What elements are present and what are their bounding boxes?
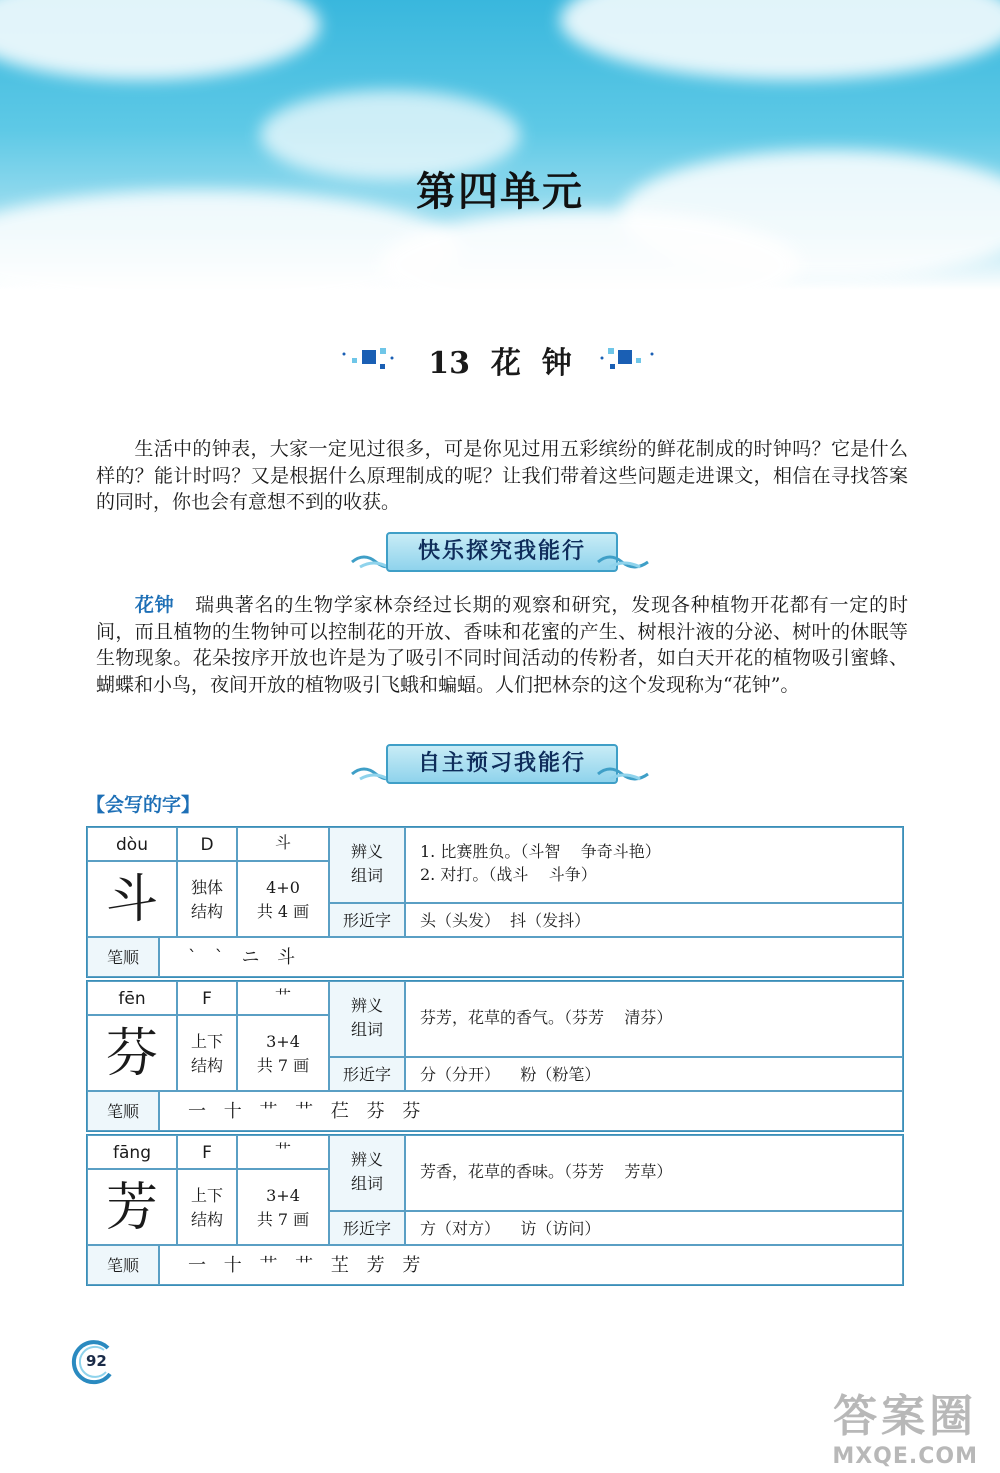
structure: 上下 结构 <box>177 1015 237 1091</box>
stroke-count: 3+4 共 7 画 <box>237 1169 329 1245</box>
radical: 斗 <box>237 827 329 861</box>
keyword: 花钟 <box>134 594 175 616</box>
stroke-order-label: 笔顺 <box>87 1091 159 1131</box>
character-card <box>86 980 904 1132</box>
similar-chars: 分（分开） 粉（粉笔） <box>405 1057 903 1091</box>
stroke-order: ` ` ニ 斗 <box>159 937 903 977</box>
meaning-label: 辨义 组词 <box>329 827 405 903</box>
section-title: 自主预习我能行 <box>386 744 618 784</box>
lesson-heading <box>340 338 660 381</box>
initial-letter: D <box>177 827 237 861</box>
structure: 上下 结构 <box>177 1169 237 1245</box>
stroke-count: 3+4 共 7 画 <box>237 1015 329 1091</box>
character: 斗 <box>87 861 177 937</box>
watermark: 答案圈 MXQE.COM <box>832 1391 978 1469</box>
structure: 独体 结构 <box>177 861 237 937</box>
character-card <box>86 1134 904 1286</box>
square-decoration-icon <box>598 344 658 374</box>
meanings: 1. 比赛胜负。（斗智 争奇斗艳） 2. 对打。（战斗 斗争） <box>405 827 903 903</box>
section-banner-explore <box>350 528 650 578</box>
pinyin: fāng <box>87 1135 177 1169</box>
character: 芳 <box>87 1169 177 1245</box>
initial-letter: F <box>177 1135 237 1169</box>
stroke-order: 一 十 艹 艹 芏 芳 芳 <box>159 1245 903 1285</box>
unit-title: 第四单元 <box>416 168 584 215</box>
similar-label: 形近字 <box>329 903 405 937</box>
meanings: 芳香，花草的香味。（芬芳 芳草） <box>405 1135 903 1211</box>
intro-paragraph: 生活中的钟表，大家一定见过很多，可是你见过用五彩缤纷的鲜花制成的时钟吗？它是什么样的？能计时吗？又是根据什么原理制成的呢？让我们带着这些问题走进课文，相信在寻找答案的同时，你也会有意想不到的收获。 <box>96 438 908 513</box>
square-decoration-icon <box>340 344 400 374</box>
stroke-order-label: 笔顺 <box>87 937 159 977</box>
character: 芬 <box>87 1015 177 1091</box>
section-banner-preview <box>350 740 650 790</box>
sky-banner <box>0 0 1000 290</box>
similar-chars: 头（头发） 抖（发抖） <box>405 903 903 937</box>
page-number-badge <box>68 1338 118 1388</box>
meaning-label: 辨义 组词 <box>329 1135 405 1211</box>
wave-decoration-icon <box>590 762 650 782</box>
explore-paragraph: 花钟 瑞典著名的生物学家林奈经过长期的观察和研究，发现各种植物开花都有一定的时间，而且植物的生物钟可以控制花的开放、香味和花蜜的产生、树根汁液的分泌、树叶的休眠等生物现象。花朵按序开放也许是为了吸引不同时间活动的传粉者，如白天开花的植物吸引蜜蜂、蝴蝶和小鸟，夜间开放的植物吸引飞蛾和蝙蝠。人们把林奈的这个发现称为“花钟”。 <box>96 594 908 696</box>
character-card <box>86 826 904 978</box>
character-table <box>86 826 904 1288</box>
page-number: 92 <box>86 1352 107 1370</box>
similar-label: 形近字 <box>329 1057 405 1091</box>
similar-label: 形近字 <box>329 1211 405 1245</box>
radical: 艹 <box>237 981 329 1015</box>
pinyin: dòu <box>87 827 177 861</box>
section-title: 快乐探究我能行 <box>386 532 618 572</box>
stroke-order: 一 十 艹 艹 芢 芬 芬 <box>159 1091 903 1131</box>
pinyin: fēn <box>87 981 177 1015</box>
radical: 艹 <box>237 1135 329 1169</box>
meaning-label: 辨义 组词 <box>329 981 405 1057</box>
wave-decoration-icon <box>590 550 650 570</box>
initial-letter: F <box>177 981 237 1015</box>
stroke-order-label: 笔顺 <box>87 1245 159 1285</box>
meanings: 芬芳，花草的香气。（芬芳 清芬） <box>405 981 903 1057</box>
stroke-count: 4+0 共 4 画 <box>237 861 329 937</box>
writing-characters-label: 【会写的字】 <box>86 794 201 816</box>
lesson-title: 13 花 钟 <box>428 346 572 381</box>
similar-chars: 方（对方） 访（访问） <box>405 1211 903 1245</box>
